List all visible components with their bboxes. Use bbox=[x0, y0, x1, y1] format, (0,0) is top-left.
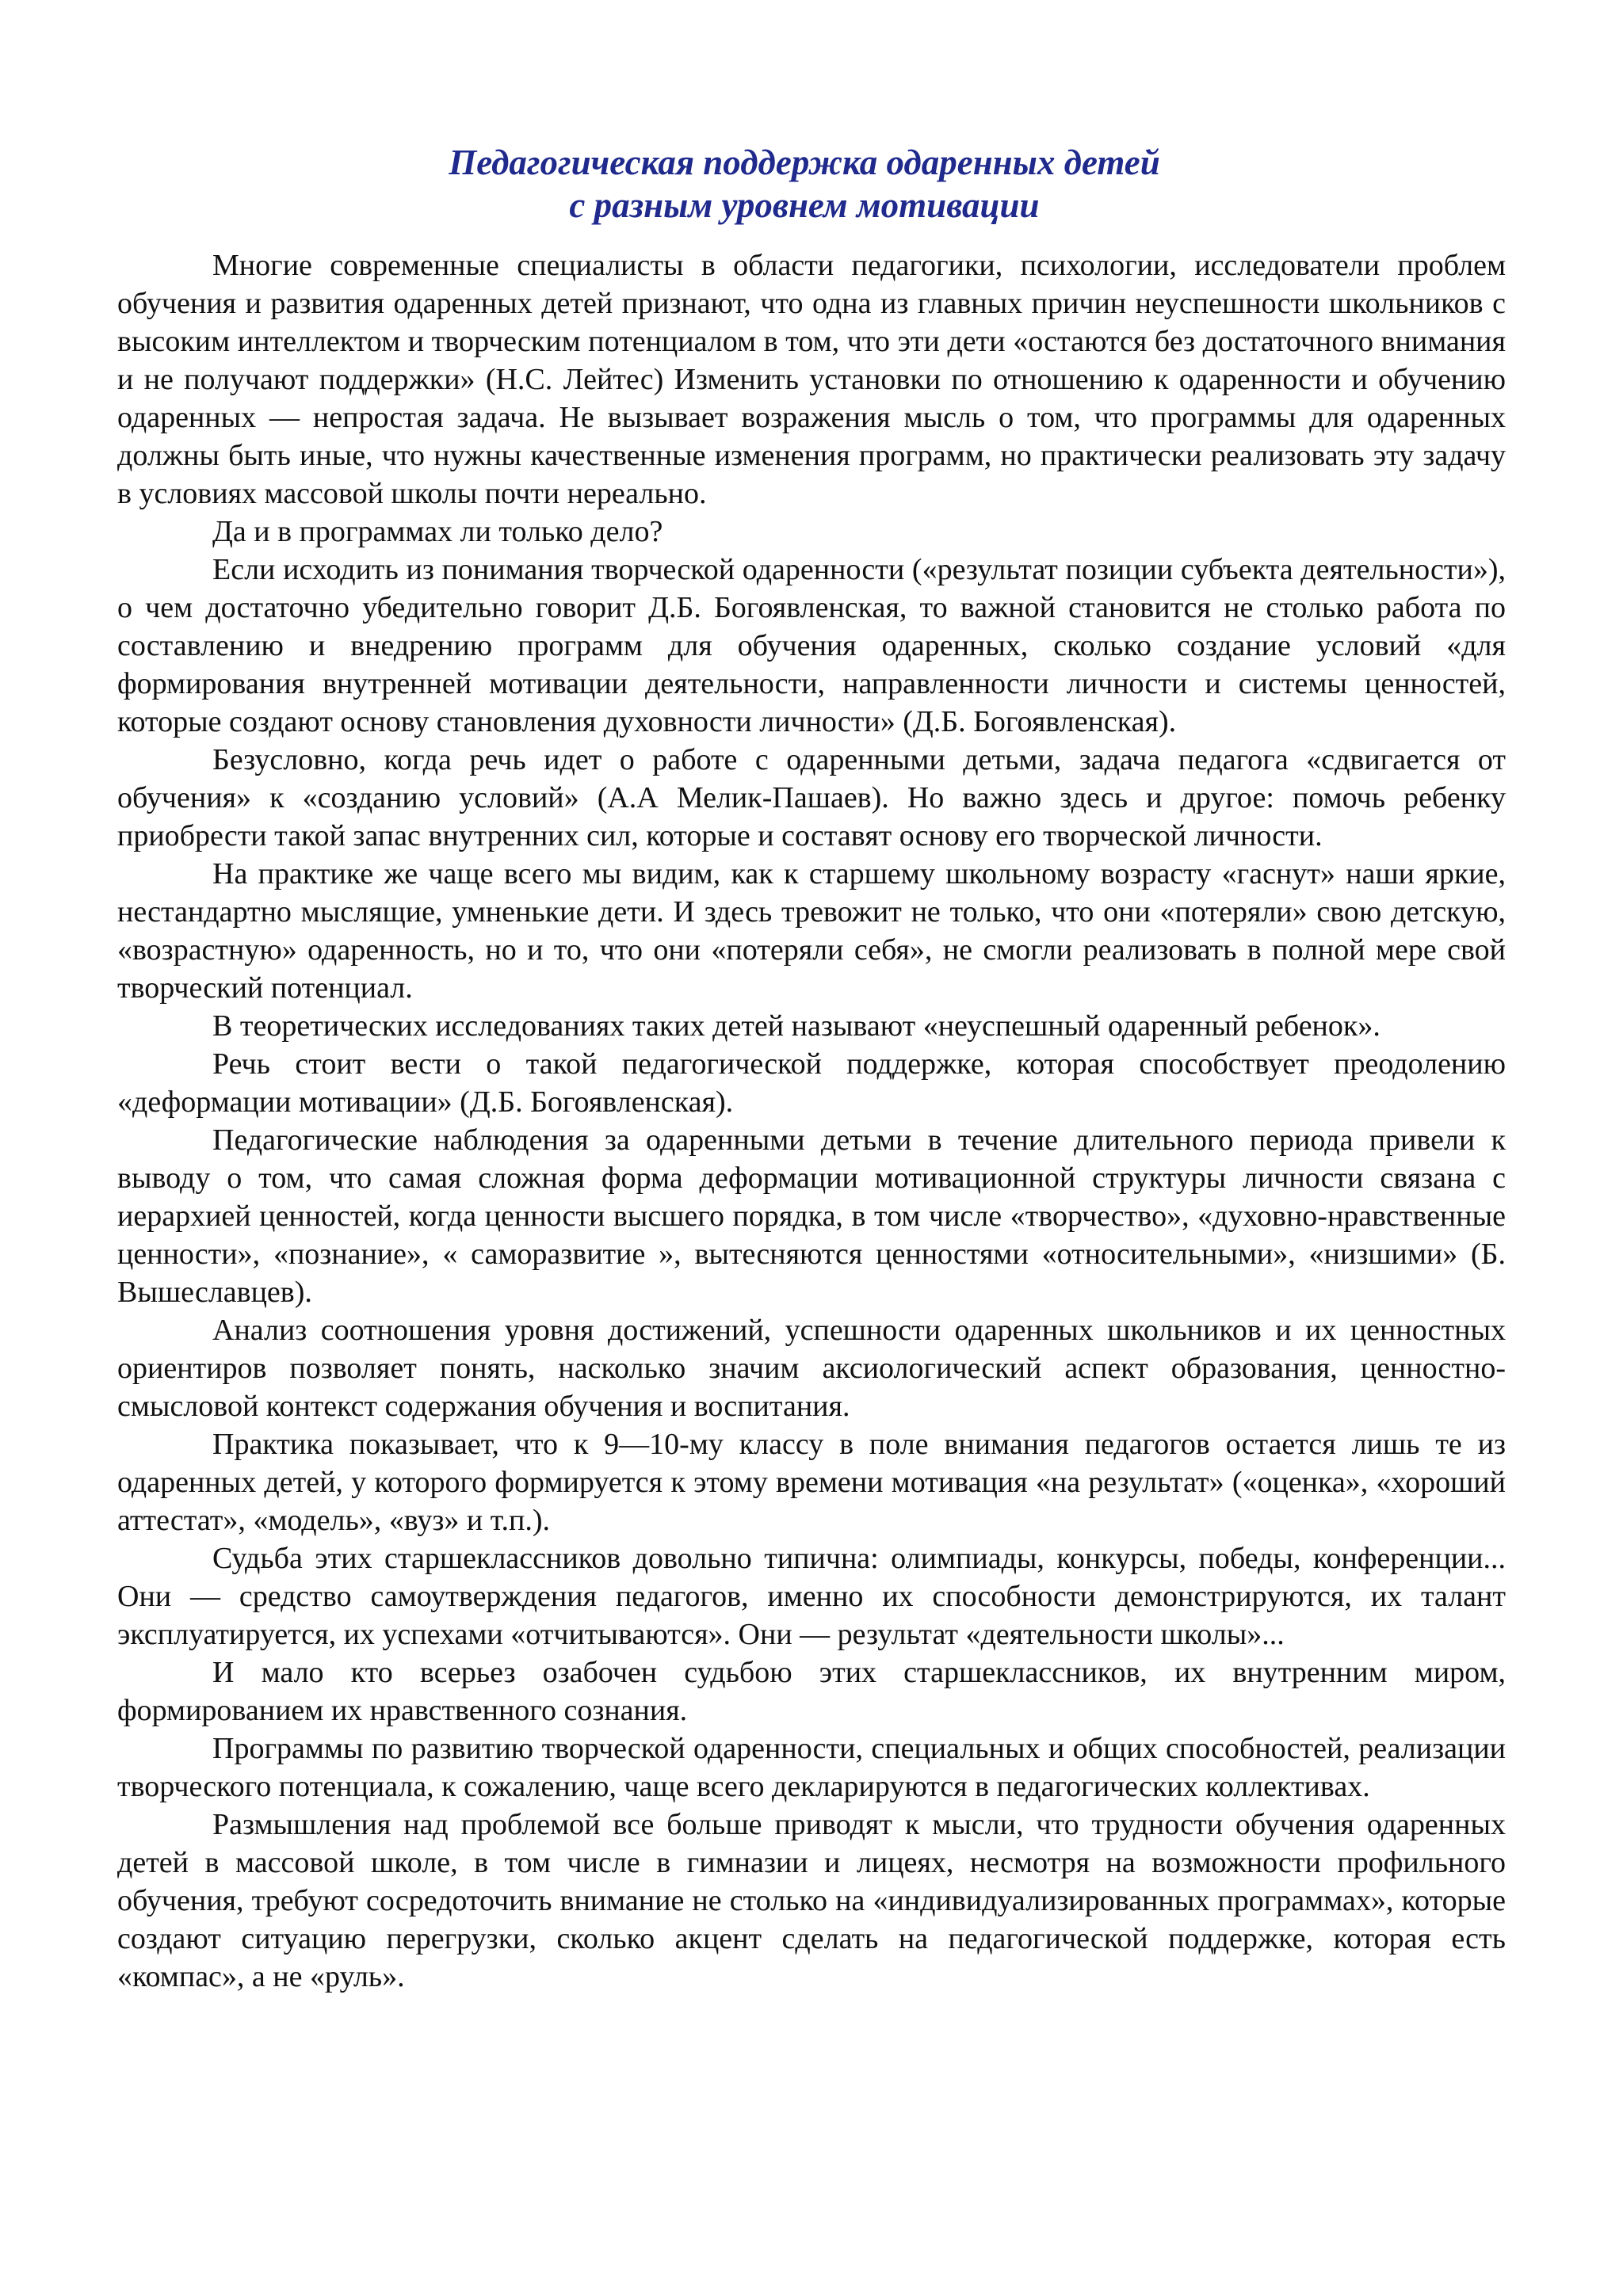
paragraph: В теоретических исследованиях таких детей называют «неуспешный одаренный ребенок». bbox=[212, 1009, 1381, 1043]
document-title bbox=[119, 141, 1490, 227]
paragraph: Практика показывает, что к 9—10-му классу в поле внимания педагогов остается лишь те из одаренных детей, у которого формируется к этому времени мотивация «на результат» («оценка», «хороший аттестат», «модель», «вуз» и т.п.). bbox=[117, 1428, 1506, 1537]
paragraph: Да и в программах ли только дело? bbox=[212, 515, 663, 548]
title-line-2: с разным уровнем мотивации bbox=[569, 185, 1040, 226]
paragraph: И мало кто всерьез озабочен судьбою этих старшеклассников, их внутренним миром, формированием их нравственного сознания. bbox=[117, 1656, 1506, 1727]
paragraph: Многие современные специалисты в области педагогики, психологии, исследователи проблем обучения и развития одаренных детей признают, что одна из главных причин неуспешности школьников с высоким интеллектом и творческим потенциалом в том, что эти дети «остаются без достаточного внимания и не получают поддержки» (Н.С. Лейтес) Изменить установки по отношению к одаренности и обучению одаренных — непростая задача. Не вызывает возражения мысль о том, что программы для одаренных должны быть иные, что нужны качественные изменения программ, но практически реализовать эту задачу в условиях массовой школы почти нереально. bbox=[117, 249, 1506, 510]
paragraph: Программы по развитию творческой одаренности, специальных и общих способностей, реализации творческого потенциала, к сожалению, чаще всего декларируются в педагогических коллективах. bbox=[117, 1732, 1506, 1803]
paragraph: Судьба этих старшеклассников довольно типична: олимпиады, конкурсы, победы, конференции... Они — средство самоутверждения педагогов, именно их способности демонстрируются, их талант эксплуатируется, их успехами «отчитываются». Они — результат «деятельности школы»... bbox=[117, 1542, 1506, 1651]
paragraph: Безусловно, когда речь идет о работе с одаренными детьми, задача педагога «сдвигается от обучения» к «созданию условий» (А.А Мелик-Пашаев). Но важно здесь и другое: помочь ребенку приобрести такой запас внутренних сил, которые и составят основу его творческой личности. bbox=[117, 743, 1506, 852]
title-line-1: Педагогическая поддержка одаренных детей bbox=[449, 143, 1160, 183]
paragraph: Речь стоит вести о такой педагогической поддержке, которая способствует преодолению «деформации мотивации» (Д.Б. Богоявленская). bbox=[117, 1047, 1506, 1119]
paragraph: Если исходить из понимания творческой одаренности («результат позиции субъекта деятельности»), о чем достаточно убедительно говорит Д.Б. Богоявленская, то важной становится не столько работа по составлению и внедрению программ для обучения одаренных, сколько создание условий «для формирования внутренней мотивации деятельности, направленности личности и системы ценностей, которые создают основу становления духовности личности» (Д.Б. Богоявленская). bbox=[117, 553, 1506, 738]
paragraph: Педагогические наблюдения за одаренными детьми в течение длительного периода привели к выводу о том, что самая сложная форма деформации мотивационной структуры личности связана с иерархией ценностей, когда ценности высшего порядка, в том числе «творчество», «духовно-нравственные ценности», «познание», « саморазвитие », вытесняются ценностями «относительными», «низшими» (Б. Вышеславцев). bbox=[117, 1123, 1506, 1309]
paragraph: Анализ соотношения уровня достижений, успешности одаренных школьников и их ценностных ориентиров позволяет понять, насколько значим аксиологический аспект образования, ценностно-смысловой контекст содержания обучения и воспитания. bbox=[117, 1314, 1506, 1423]
document-body bbox=[117, 246, 1506, 1996]
paragraph: Размышления над проблемой все больше приводят к мысли, что трудности обучения одаренных детей в массовой школе, в том числе в гимназии и лицеях, несмотря на возможности профильного обучения, требуют сосредоточить внимание не столько на «индивидуализированных программах», которые создают ситуацию перегрузки, сколько акцент сделать на педагогической поддержке, которая есть «компас», а не «руль». bbox=[117, 1808, 1506, 1993]
paragraph: На практике же чаще всего мы видим, как к старшему школьному возрасту «гаснут» наши яркие, нестандартно мыслящие, умненькие дети. И здесь тревожит не только, что они «потеряли» свою детскую, «возрастную» одаренность, но и то, что они «потеряли себя», не смогли реализовать в полной мере свой творческий потенциал. bbox=[117, 857, 1506, 1005]
